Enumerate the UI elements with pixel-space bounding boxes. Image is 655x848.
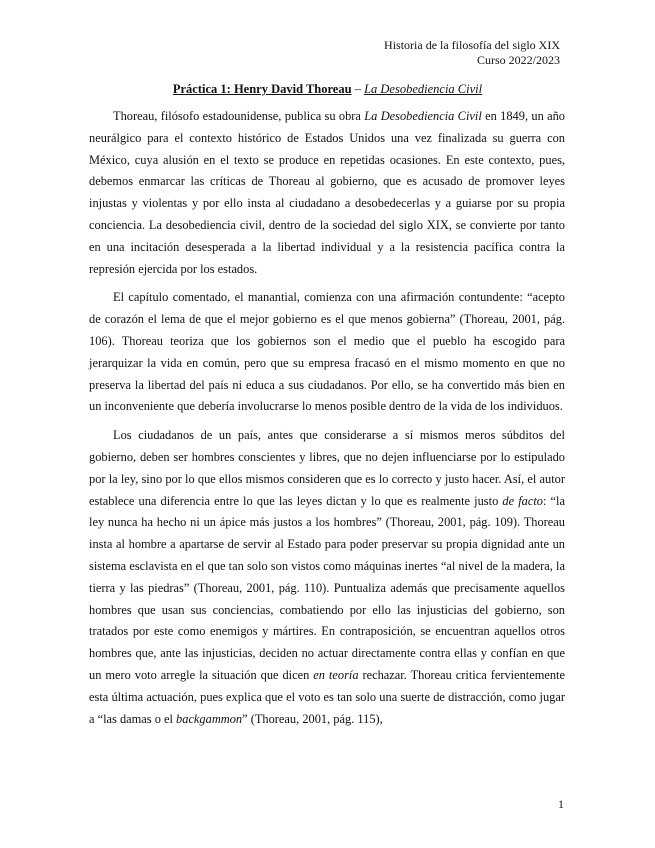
paragraph-3-italic-backgammon: backgammon <box>176 711 243 726</box>
paragraph-1-text-a: Thoreau, filósofo estadounidense, publica su obra <box>113 109 365 123</box>
paragraph-3 <box>89 425 565 730</box>
paragraph-1-text-c: en 1849, un año neurálgico para el contexto histórico de Estados Unidos una vez finalizada su guerra con México, cuya alusión en el texto se produce en repetidas ocasiones. En este contexto, pues, debemos enmarcar las críticas de Thoreau al gobierno, que es acusado de promover leyes injustas y violentas y por ello insta al ciudadano a desobedecerlas y a guiarse por su propia conciencia. La desobediencia civil, dentro de la sociedad del siglo XIX, se convierte por tanto en una incitación desesperada a la libertad individual y a la resistencia pacífica contra la represión ejercida por los estados. <box>89 109 566 276</box>
paragraph-3-text-g: ” (Thoreau, 2001, pág. 115), <box>242 711 383 726</box>
paragraph-3-text-e: rechazar. Thoreau critica fervientemente esta última actuación, pues explica que el voto es tan solo una suerte de distracción, como jugar a “las damas o el <box>89 667 566 726</box>
paragraph-3-text-a: Los ciudadanos de un país, antes que considerarse a sí mismos meros súbditos del gobierno, deben ser hombres conscientes y libres, que no dejen influenciarse por lo estipulado por la ley, sino por lo que ellos mismos consideren que es lo correcto y justo hacer. Así, el autor establece una diferencia entre lo que las leyes dictan y lo que es realmente justo <box>89 428 565 508</box>
title-work: La Desobediencia Civil <box>364 82 483 96</box>
title-dash: – <box>351 82 365 96</box>
paragraph-2: El capítulo comentado, el manantial, comienza con una afirmación contundente: “acepto de corazón el lema de que el mejor gobierno es el que menos gobierna” (Thoreau, 2001, pág. 106). Thoreau teoriza que los gobiernos son el medio que el pueblo ha escogido para jerarquizar la vida en común, pero que su empresa fracasó en el mismo momento en que no preserva la libertad del país ni educa a sus ciudadanos. Por ello, se ha convertido más bien en un inconveniente que debería involucrarse lo menos posible dentro de la vida de los individuos. <box>89 290 565 414</box>
document-title <box>0 82 655 97</box>
paragraph-1-italic-title: La Desobediencia Civil <box>364 109 482 123</box>
title-practice: Práctica 1: Henry David Thoreau <box>172 82 352 96</box>
paragraph-3-text-c: : “la ley nunca ha hecho ni un ápice más justos a los hombres” (Thoreau, 2001, pág. 109). Thoreau insta al hombre a apartarse de servir al Estado para poder preservar su propia dignidad ante un sistema esclavista en el que tan solo son vistos como máquinas inertes “al nivel de la madera, la tierra y las piedras” (Thoreau, 2001, pág. 110). Puntualiza además que precisamente aquellos hombres que usan sus conciencias, combatiendo por ello las injusticias del gobierno, son tratados por este como enemigos y mártires. En contraposición, se encuentran aquellos otros hombres que, ante las injusticias, deciden no actuar directamente contra ellas y confían en que un mero voto arregle la situación que dicen <box>89 493 565 682</box>
header-course-name: Historia de la filosofía del siglo XIX <box>384 38 560 52</box>
document-body <box>89 106 565 737</box>
page-number: 1 <box>558 797 564 811</box>
paragraph-1 <box>89 106 565 280</box>
header-academic-year: Curso 2022/2023 <box>476 53 560 67</box>
paragraph-3-italic-de-facto: de facto <box>502 493 543 508</box>
page-header <box>384 38 560 68</box>
paragraph-3-italic-en-teoria: en teoría <box>313 667 359 682</box>
